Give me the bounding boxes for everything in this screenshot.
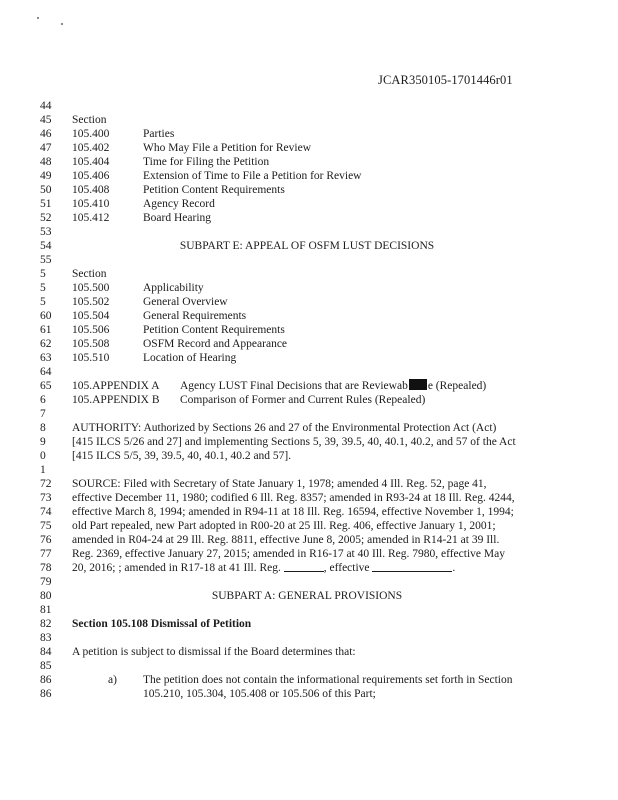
source-text-part: , effective	[323, 562, 370, 574]
toc-section-title: Location of Hearing	[143, 352, 237, 364]
toc-section-number: 105.500	[72, 282, 110, 294]
toc-section-number: 105.502	[72, 296, 110, 308]
line-number: 0	[40, 450, 46, 462]
appendix-title: Comparison of Former and Current Rules (Repealed)	[180, 394, 426, 406]
line-number: 83	[40, 632, 52, 644]
doc-line	[0, 267, 618, 281]
toc-section-number: 105.410	[72, 198, 110, 210]
list-item	[0, 687, 618, 701]
source-line	[0, 547, 618, 561]
doc-line	[0, 113, 618, 127]
scan-speck	[37, 17, 39, 19]
source-text: old Part repealed, new Part adopted in R00-20 at 25 Ill. Reg. 406, effective January 1, 2001;	[72, 520, 496, 532]
line-number: 45	[40, 114, 52, 126]
blank-underline	[372, 561, 452, 572]
toc-section-number: 105.400	[72, 128, 110, 140]
subpart-e-title: SUBPART E: APPEAL OF OSFM LUST DECISIONS	[179, 240, 435, 252]
doc-line	[0, 365, 618, 379]
subpart-a-title: SUBPART A: GENERAL PROVISIONS	[211, 590, 403, 602]
scan-speck	[61, 23, 63, 25]
list-item-text: The petition does not contain the informational requirements set forth in Section	[143, 674, 513, 686]
line-number: 76	[40, 534, 52, 546]
line-number: 6	[40, 394, 46, 406]
line-number: 77	[40, 548, 52, 560]
line-number: 73	[40, 492, 52, 504]
authority-text: AUTHORITY: Authorized by Sections 26 and 27 of the Environmental Protection Act (Act)	[72, 422, 497, 434]
line-number: 48	[40, 156, 52, 168]
authority-text: [415 ILCS 5/26 and 27] and implementing Sections 5, 39, 39.5, 40, 40.1, 40.2, and 57 of the Act	[72, 436, 516, 448]
line-number: 44	[40, 100, 52, 112]
list-item	[0, 673, 618, 687]
appendix-title-text: e (Repealed)	[427, 380, 487, 392]
source-text: amended in R04-24 at 29 Ill. Reg. 8811, effective June 8, 2005; amended in R14-21 at 39 Ill.	[72, 534, 500, 546]
source-text: Reg. 2369, effective January 27, 2015; amended in R16-17 at 40 Ill. Reg. 7980, effective May	[72, 548, 505, 560]
toc-row	[0, 197, 618, 211]
toc-section-number: 105.408	[72, 184, 110, 196]
line-number: 63	[40, 352, 52, 364]
toc-section-number: 105.406	[72, 170, 110, 182]
line-number: 78	[40, 562, 52, 574]
source-line	[0, 561, 618, 575]
toc-row	[0, 155, 618, 169]
toc-section-number: 105.506	[72, 324, 110, 336]
line-number: 5	[40, 296, 46, 308]
line-number: 86	[40, 674, 52, 686]
toc-section-title: General Overview	[143, 296, 228, 308]
section-intro: A petition is subject to dismissal if the Board determines that:	[72, 646, 356, 658]
source-text	[72, 561, 455, 575]
appendix-title	[180, 379, 486, 393]
line-number: 52	[40, 212, 52, 224]
line-number: 62	[40, 338, 52, 350]
line-number: 72	[40, 478, 52, 490]
redaction-mark	[409, 379, 427, 390]
doc-line	[0, 631, 618, 645]
line-number: 55	[40, 254, 52, 266]
doc-line	[0, 603, 618, 617]
line-number: 84	[40, 646, 52, 658]
section-list-heading: Section	[72, 114, 107, 126]
line-number: 54	[40, 240, 52, 252]
list-item-text: 105.210, 105.304, 105.408 or 105.506 of this Part;	[143, 688, 376, 700]
line-number: 9	[40, 436, 46, 448]
toc-section-title: OSFM Record and Appearance	[143, 338, 288, 350]
line-number: 51	[40, 198, 52, 210]
doc-line	[0, 253, 618, 267]
authority-line	[0, 435, 618, 449]
source-line	[0, 533, 618, 547]
appendix-row	[0, 393, 618, 407]
appendix-number: 105.APPENDIX B	[72, 394, 160, 406]
source-line	[0, 491, 618, 505]
toc-row	[0, 337, 618, 351]
doc-line	[0, 239, 618, 253]
list-item-label: a)	[108, 674, 117, 686]
line-number: 86	[40, 688, 52, 700]
source-text: effective March 8, 1994; amended in R94-11 at 18 Ill. Reg. 16594, effective November 1, 1994;	[72, 506, 514, 518]
toc-section-number: 105.508	[72, 338, 110, 350]
doc-line	[0, 225, 618, 239]
source-text-part: 20, 2016; ; amended in R17-18 at 41 Ill. Reg.	[72, 562, 281, 574]
toc-row	[0, 351, 618, 365]
toc-row	[0, 323, 618, 337]
line-number: 65	[40, 380, 52, 392]
toc-section-title: Agency Record	[143, 198, 215, 210]
toc-row	[0, 281, 618, 295]
source-line	[0, 505, 618, 519]
doc-line	[0, 589, 618, 603]
toc-row	[0, 309, 618, 323]
authority-line	[0, 449, 618, 463]
line-number: 74	[40, 506, 52, 518]
line-number: 80	[40, 590, 52, 602]
toc-section-number: 105.504	[72, 310, 110, 322]
doc-line	[0, 617, 618, 631]
toc-section-title: Petition Content Requirements	[143, 324, 285, 336]
authority-text: [415 ILCS 5/5, 39, 39.5, 40, 40.1, 40.2 and 57].	[72, 450, 292, 462]
blank-underline	[284, 561, 324, 572]
toc-section-number: 105.404	[72, 156, 110, 168]
toc-section-number: 105.402	[72, 142, 110, 154]
toc-row	[0, 295, 618, 309]
line-number: 85	[40, 660, 52, 672]
source-line	[0, 519, 618, 533]
line-number: 79	[40, 576, 52, 588]
toc-section-title: Applicability	[143, 282, 204, 294]
toc-row	[0, 127, 618, 141]
appendix-row	[0, 379, 618, 393]
line-number: 53	[40, 226, 52, 238]
toc-section-number: 105.510	[72, 352, 110, 364]
line-number: 1	[40, 464, 46, 476]
line-number: 7	[40, 408, 46, 420]
line-number: 5	[40, 268, 46, 280]
doc-line	[0, 463, 618, 477]
source-text: SOURCE: Filed with Secretary of State January 1, 1978; amended 4 Ill. Reg. 52, page 41,	[72, 478, 487, 490]
toc-section-title: Board Hearing	[143, 212, 212, 224]
source-line	[0, 477, 618, 491]
toc-row	[0, 211, 618, 225]
line-number: 5	[40, 282, 46, 294]
section-heading: Section 105.108 Dismissal of Petition	[72, 618, 252, 630]
toc-section-title: Time for Filing the Petition	[143, 156, 270, 168]
doc-line	[0, 645, 618, 659]
line-number: 64	[40, 366, 52, 378]
doc-line	[0, 99, 618, 113]
line-number: 61	[40, 324, 52, 336]
line-number: 46	[40, 128, 52, 140]
line-number: 47	[40, 142, 52, 154]
source-text: effective December 11, 1980; codified 6 Ill. Reg. 8357; amended in R93-24 at 18 Ill. Reg. 4244,	[72, 492, 515, 504]
document-id: JCAR350105-1701446r01	[378, 73, 513, 87]
toc-row	[0, 141, 618, 155]
line-number: 82	[40, 618, 52, 630]
line-number: 60	[40, 310, 52, 322]
appendix-title-text: Agency LUST Final Decisions that are Reviewab	[180, 380, 408, 392]
doc-line	[0, 659, 618, 673]
toc-section-title: Who May File a Petition for Review	[143, 142, 311, 154]
toc-row	[0, 169, 618, 183]
line-number: 81	[40, 604, 52, 616]
line-number: 8	[40, 422, 46, 434]
appendix-number: 105.APPENDIX A	[72, 380, 160, 392]
toc-section-number: 105.412	[72, 212, 110, 224]
toc-section-title: General Requirements	[143, 310, 247, 322]
toc-row	[0, 183, 618, 197]
toc-section-title: Petition Content Requirements	[143, 184, 285, 196]
authority-line	[0, 421, 618, 435]
doc-line	[0, 575, 618, 589]
toc-section-title: Parties	[143, 128, 175, 140]
source-text-part: .	[452, 562, 456, 574]
doc-line	[0, 407, 618, 421]
line-number: 49	[40, 170, 52, 182]
toc-section-title: Extension of Time to File a Petition for Review	[143, 170, 362, 182]
line-number: 75	[40, 520, 52, 532]
line-number: 50	[40, 184, 52, 196]
section-list-heading: Section	[72, 268, 107, 280]
